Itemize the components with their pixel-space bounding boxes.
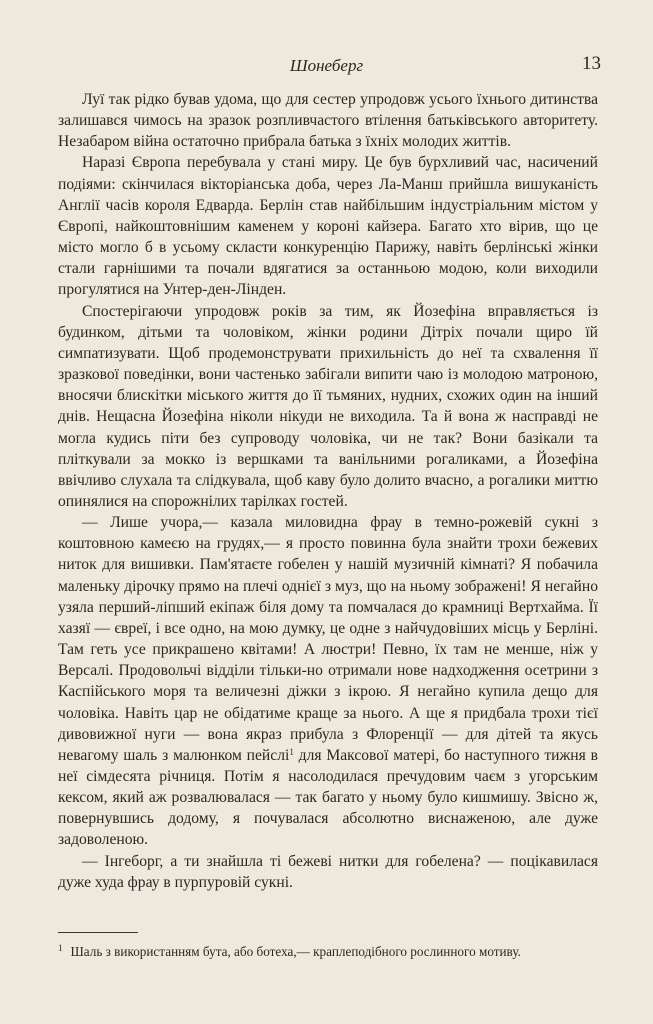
footnote-marker: 1 xyxy=(58,943,63,953)
body-text xyxy=(58,89,598,893)
running-header: Шонеберг xyxy=(289,56,364,75)
footnote xyxy=(58,943,598,960)
page-number: 13 xyxy=(582,53,601,74)
paragraph-text: для Максової матері, бо наступного тижня в неї сімдесята річниця. Потім я насолодилася пречудовим чаєм з угорським кексом, який аж розвалювалася — так багато у ньому було кишмишу. Звісно ж, повернувшись додому, я почувалася абсолютно виснаженою, але дуже задоволеною. xyxy=(58,746,598,849)
paragraph: — Інгеборг, а ти знайшла ті бежеві нитки для гобелена? — поцікавилася дуже худа фрау в пурпуровій сукні. xyxy=(58,852,598,891)
paragraph: Наразі Європа перебувала у стані миру. Це був бурхливий час, насичений подіями: скінчилася вікторіанська доба, через Ла-Манш прийшла вишуканість Англії часів короля Едварда. Берлін став найбільшим індустріальним містом у Європі, найкоштовнішим каменем у короні кайзера. Багато хто вірив, що це місто могло б в усьому скласти конкуренцію Парижу, навіть берлінські жінки стали гарнішими та почали вдягатися за останньою модою, коли виходили прогулятися на Унтер-ден-Лінден. xyxy=(58,154,598,299)
paragraph: Спостерігаючи упродовж років за тим, як Йозефіна вправляється із будинком, дітьми та чоловіком, жінки родини Дітріх почали щиро їй симпатизувати. Щоб продемонструвати прихильність до неї та схвалення її зразкової поведінки, вони частенько забігали випити чаю із молодою матроною, вносячи блискітки міського життя до її тьмяних, нудних, схожих один на інший днів. Нещасна Йозефіна ніколи нікуди не виходила. Та й вона ж насправді не могла кудись піти без супроводу чоловіка, чи не так? Вони базікали та пліткували за мокко із вершками та ванільними рогаликами, а Йозефіна ввічливо слухала та слідкувала, щоб каву було долито вчасно, а рогалики миттю опинялися на спорожнілих тарілках гостей. xyxy=(58,302,598,510)
paragraph xyxy=(58,512,598,851)
paragraph: Луї так рідко бував удома, що для сестер упродовж усього їхнього дитинства залишався чимось на зразок розпливчастого втілення батьківського авторитету. Незабаром війна остаточно прибрала батька з їхніх молодих життів. xyxy=(58,91,598,151)
footnote-reference: 1 xyxy=(289,746,294,757)
footnote-divider xyxy=(58,932,138,933)
footnote-text: Шаль з використанням бута, або ботеха,— краплеподібного рослинного мотиву. xyxy=(70,944,521,959)
paragraph-text: — Лише учора,— казала миловидна фрау в темно-рожевій сукні з коштовною камеєю на грудях,— я просто повинна була знайти трохи бежевих ниток для вишивки. Пам'ятаєте гобелен у нашій музичній кімнаті? Я побачила маленьку дірочку прямо на плечі однієї з муз, що на ньому зображені! Я негайно узяла перший-ліпший екіпаж біля дому та помчалася до крамниці Вертхайма. Її хазяї — євреї, і все одно, на мою думку, це одне з найчудовіших місць у Берліні. Там геть усе прикрашено квітами! А люстри! Певно, їх там не менше, ніж у Версалі. Продовольчі відділи тільки-но отримали нове надходження осетрини з Каспійського моря та величезні діжки з ікрою. Я негайно купила дещо для чоловіка. Навіть цар не обідатиме краще за нього. А ще я придбала трохи тієї дивовижної нуги — вона якраз прибула з Флоренції — для дітей та якусь невагому шаль з малюнком пейслі xyxy=(58,514,598,764)
